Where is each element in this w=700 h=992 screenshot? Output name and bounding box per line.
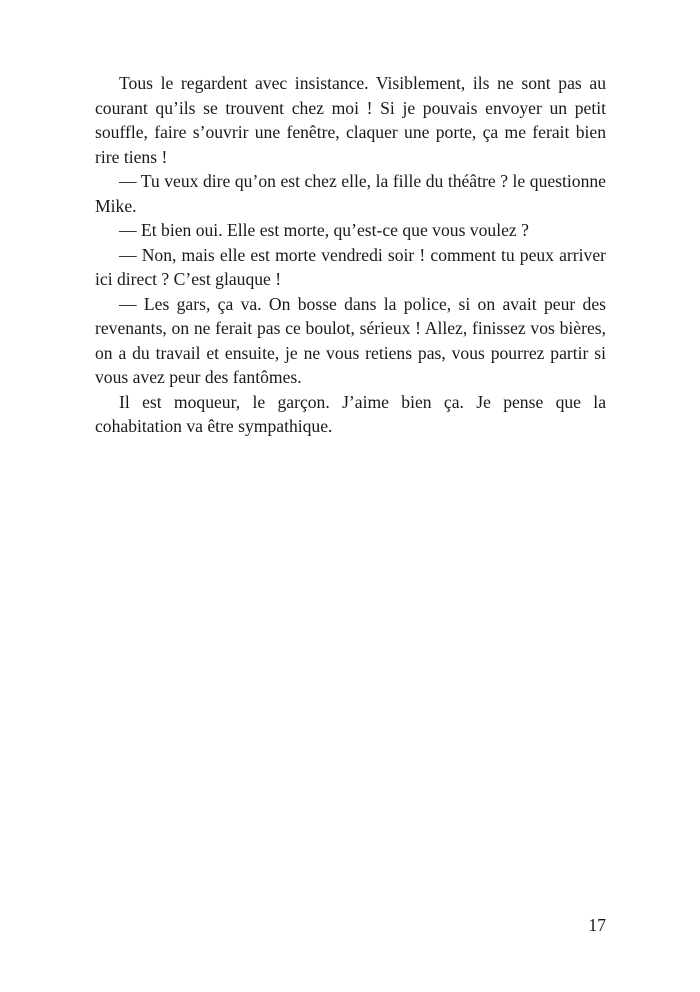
paragraph-dialogue-1: — Tu veux dire qu’on est chez elle, la fille du théâtre ? le questionne Mike. [95,171,606,216]
paragraph-dialogue-4: — Les gars, ça va. On bosse dans la police, si on avait peur des revenants, on ne ferait pas ce boulot, sérieux ! Allez, finissez vos bières, on a du travail et ensuite, je ne vous retiens pas, vous pourrez partir si vous avez peur des fantômes. [95,293,606,387]
page-number: 17 [588,915,606,935]
paragraph-dialogue-2: — Et bien oui. Elle est morte, qu’est-ce que vous voulez ? [119,220,529,240]
paragraph-dialogue-3: — Non, mais elle est morte vendredi soir ! comment tu peux arriver ici direct ? C’est glauque ! [95,244,606,289]
paragraph-narration-1: Tous le regardent avec insistance. Visiblement, ils ne sont pas au courant qu’ils se trouvent chez moi ! Si je pouvais envoyer un petit souffle, faire s’ouvrir une fenêtre, claquer une porte, ça me ferait bien rire tiens ! [95,73,606,167]
paragraph-narration-2: Il est moqueur, le garçon. J’aime bien ça. Je pense que la cohabitation va être sympathique. [95,391,606,436]
body-text [95,71,606,439]
